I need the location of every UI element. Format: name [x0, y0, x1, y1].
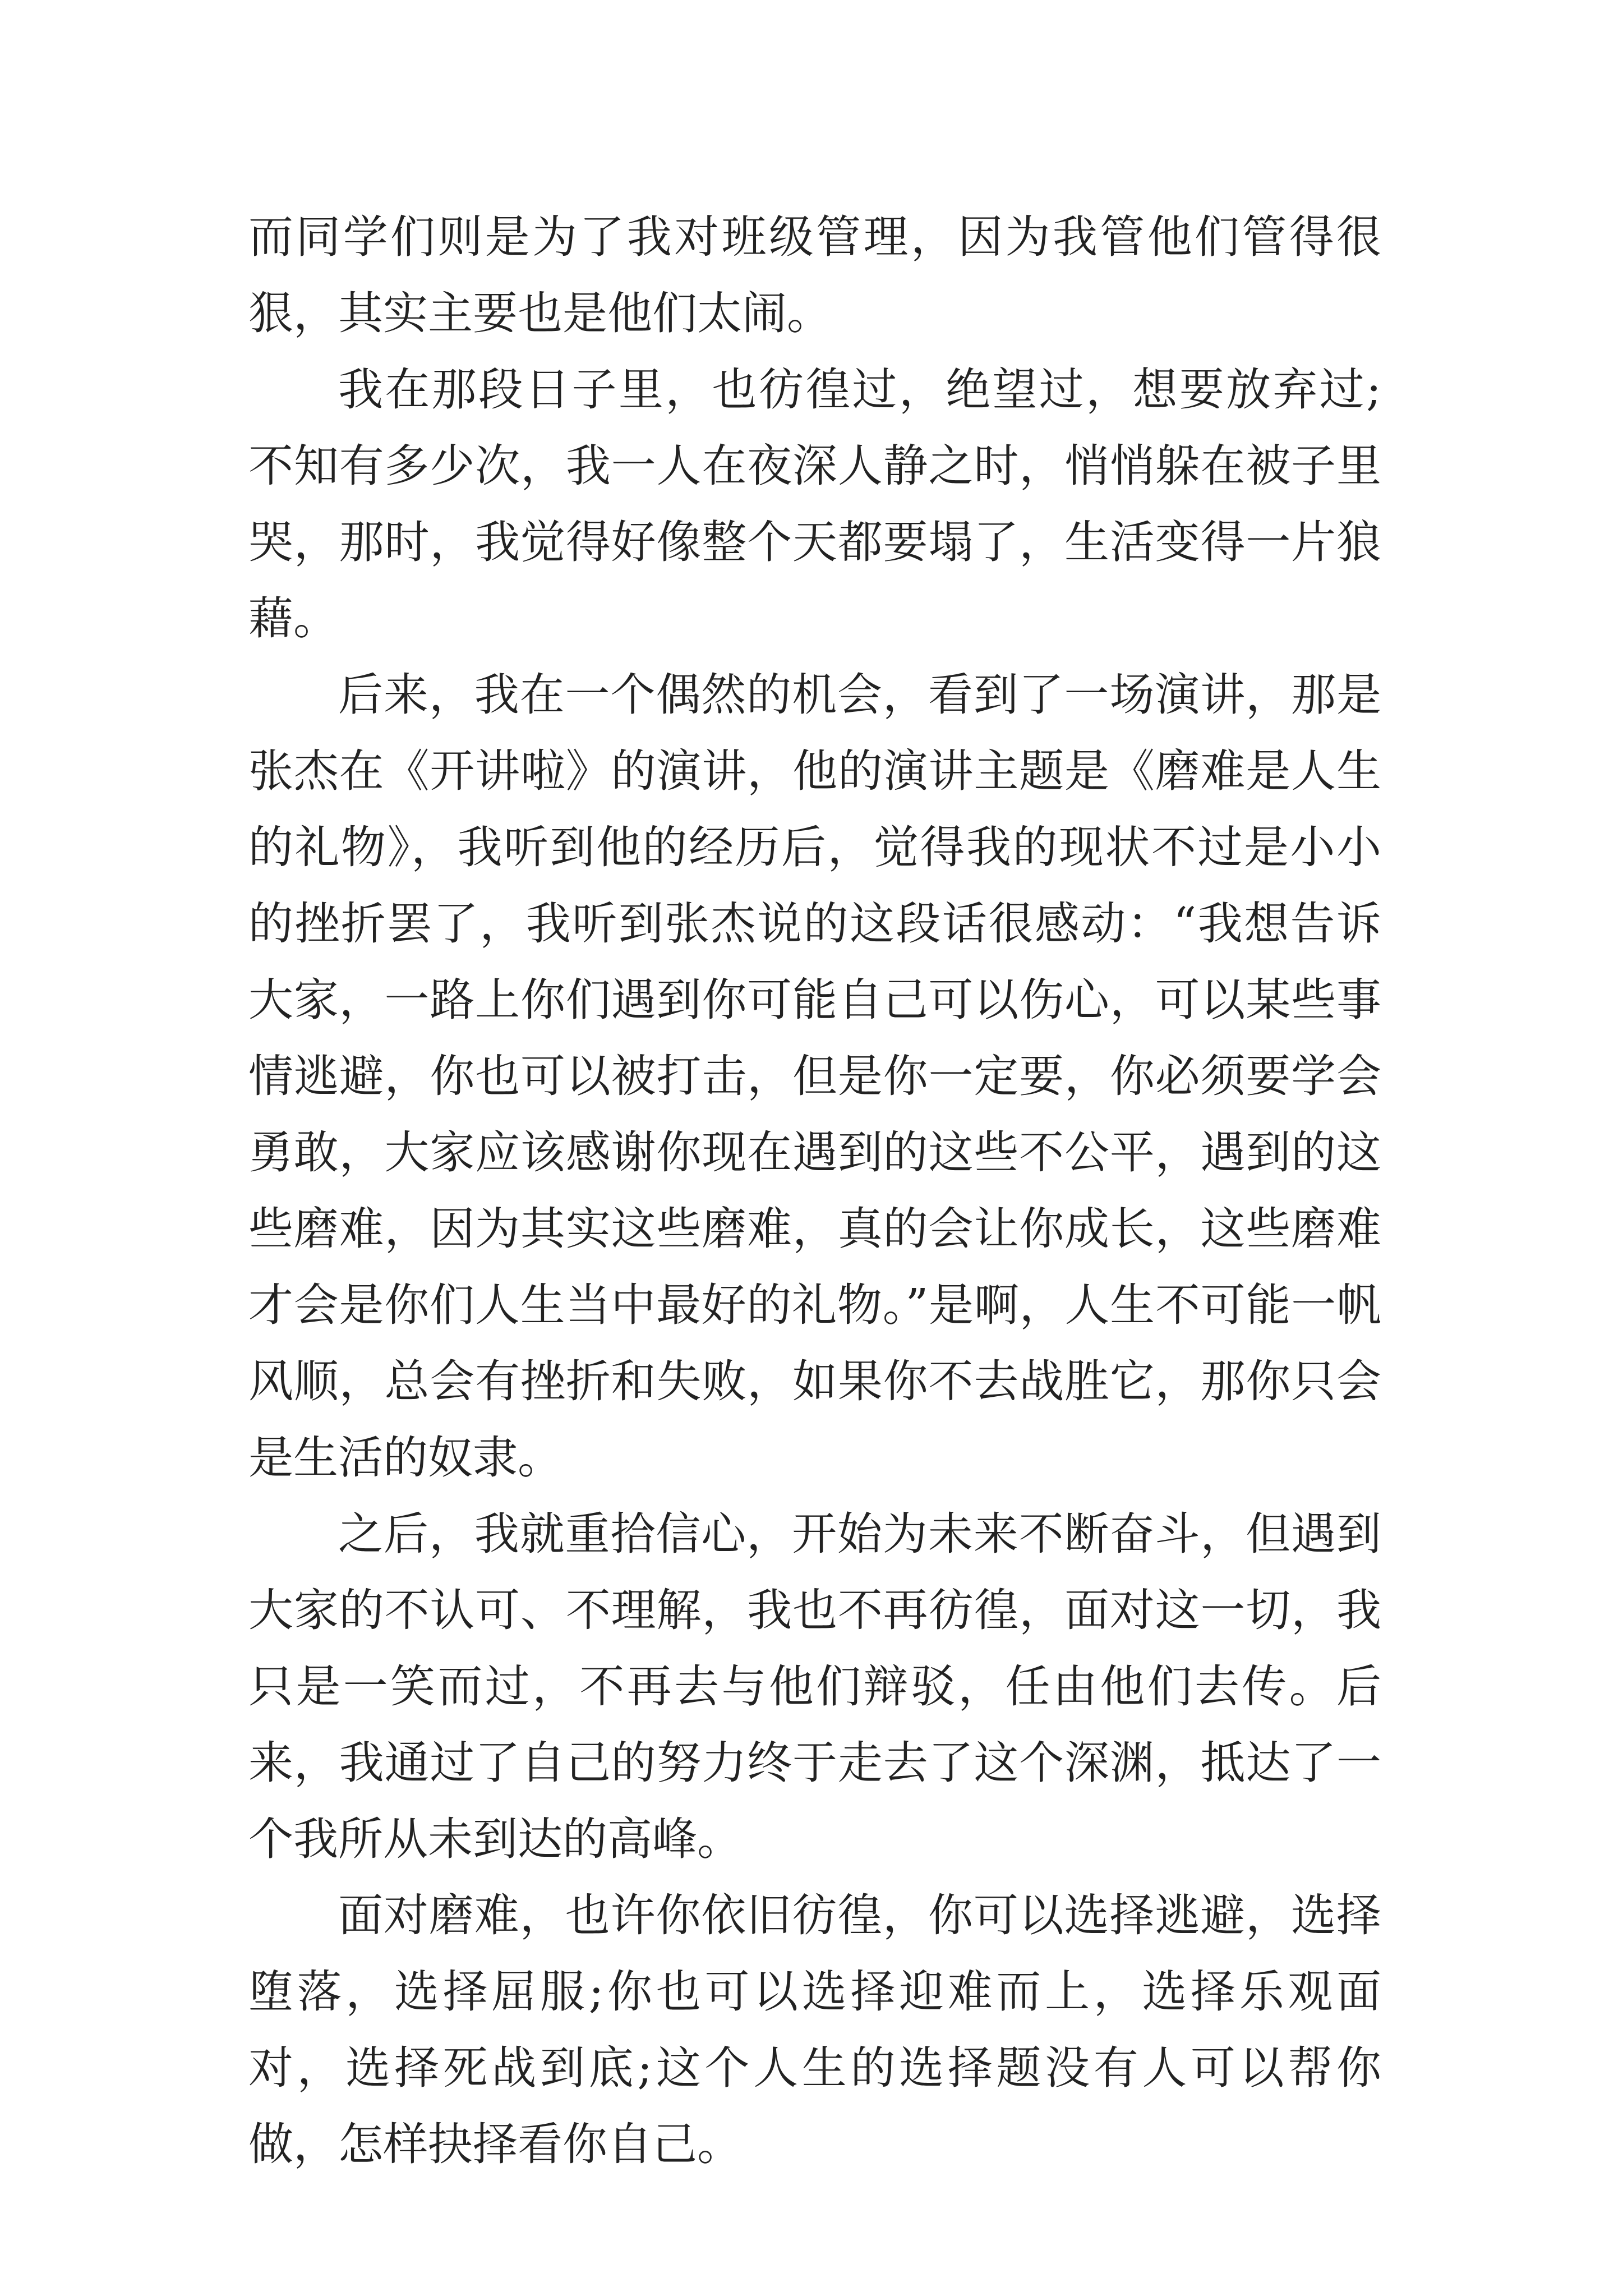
paragraph-2: 我在那段日子里，也彷徨过，绝望过，想要放弃过;不知有多少次，我一人在夜深人静之时，悄悄躲在被子里哭，那时，我觉得好像整个天都要塌了，生活变得一片狼藉。 — [248, 364, 1381, 645]
paragraph-3: 后来，我在一个偶然的机会，看到了一场演讲，那是张杰在《开讲啦》的演讲，他的演讲主题是《磨难是人生的礼物》，我听到他的经历后，觉得我的现状不过是小小的挫折罢了，我听到张杰说的这段话很感动：“我想告诉大家，一路上你们遇到你可能自己可以伤心，可以某些事情逃避，你也可以被打击，但是你一定要，你必须要学会勇敢，大家应该感谢你现在遇到的这些不公平，遇到的这些磨难，因为其实这些磨难，真的会让你成长，这些磨难才会是你们人生当中最好的礼物。”是啊，人生不可能一帆风顺，总会有挫折和失败，如果你不去战胜它，那你只会是生活的奴隶。 — [248, 669, 1381, 1484]
body-text — [248, 199, 1381, 2183]
paragraph-4: 之后，我就重拾信心，开始为未来不断奋斗，但遇到大家的不认可、不理解，我也不再彷徨，面对这一切，我只是一笑而过，不再去与他们辩驳，任由他们去传。后来，我通过了自己的努力终于走去了这个深渊，抵达了一个我所从未到达的高峰。 — [248, 1508, 1381, 1865]
paragraph-5: 面对磨难，也许你依旧彷徨，你可以选择逃避，选择堕落，选择屈服;你也可以选择迎难而上，选择乐观面对，选择死战到底;这个人生的选择题没有人可以帮你做，怎样抉择看你自己。 — [248, 1889, 1381, 2170]
paragraph-1: 而同学们则是为了我对班级管理，因为我管他们管得很狠，其实主要也是他们太闹。 — [248, 211, 1381, 339]
